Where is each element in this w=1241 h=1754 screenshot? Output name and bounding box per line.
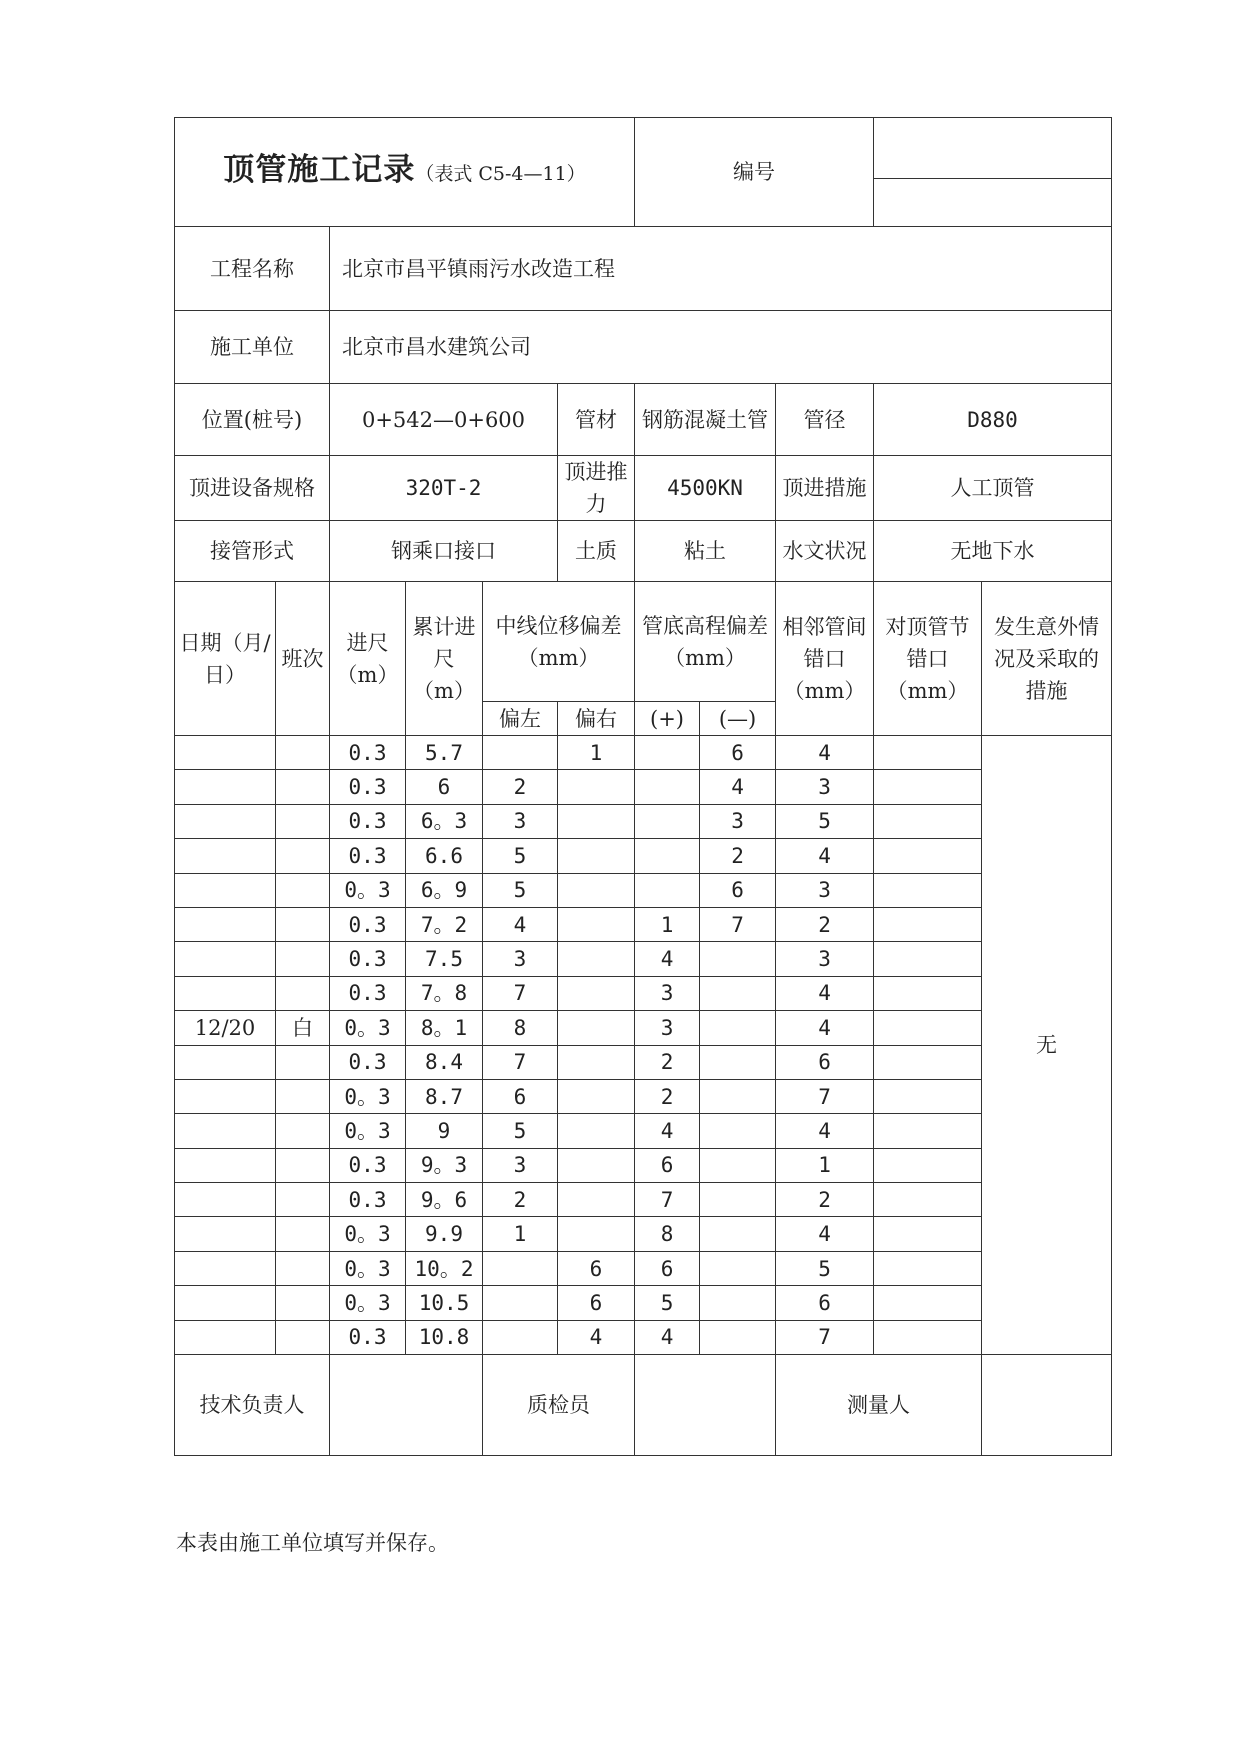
hydro-value[interactable]: 无地下水 [874,521,1112,582]
shift-cell[interactable] [276,942,330,976]
centerline-left-cell[interactable] [483,1286,558,1320]
shift-cell[interactable] [276,736,330,770]
soil-value[interactable]: 粘土 [635,521,776,582]
elevation-plus-cell[interactable]: 6 [635,1251,700,1285]
project-name-label: 工程名称 [175,227,330,311]
shift-cell[interactable] [276,839,330,873]
centerline-left-cell[interactable]: 5 [483,873,558,907]
elevation-minus-cell[interactable] [700,1079,776,1113]
elevation-plus-cell[interactable]: 6 [635,1148,700,1182]
advance-cell[interactable]: 0.3 [330,839,406,873]
table-row [175,1011,1112,1045]
date-cell[interactable] [175,976,276,1010]
joint-gap-cell[interactable] [874,976,982,1010]
thrust-label: 顶进推力 [558,456,635,521]
shift-cell[interactable] [276,804,330,838]
centerline-right-cell[interactable]: 6 [558,1251,635,1285]
advance-cell[interactable]: 0.3 [330,942,406,976]
project-name-value[interactable]: 北京市昌平镇雨污水改造工程 [330,227,1112,311]
position-label: 位置(桩号) [175,384,330,456]
construction-unit-label: 施工单位 [175,311,330,384]
centerline-left-cell[interactable]: 3 [483,942,558,976]
date-cell[interactable] [175,907,276,941]
elevation-minus-cell[interactable]: 6 [700,873,776,907]
joint-label: 接管形式 [175,521,330,582]
joint-gap-cell[interactable] [874,804,982,838]
shift-cell[interactable] [276,873,330,907]
shift-cell[interactable] [276,1148,330,1182]
elevation-plus-cell[interactable]: 5 [635,1286,700,1320]
elevation-plus-cell[interactable]: 1 [635,907,700,941]
date-cell[interactable] [175,1045,276,1079]
elevation-plus-cell[interactable]: 8 [635,1217,700,1251]
cumulative-cell[interactable]: 10.5 [406,1286,483,1320]
joint-gap-cell[interactable] [874,942,982,976]
date-cell[interactable] [175,1320,276,1354]
joint-gap-cell[interactable] [874,1114,982,1148]
advance-cell[interactable]: 0.3 [330,1183,406,1217]
centerline-right-cell[interactable]: 1 [558,736,635,770]
date-cell[interactable] [175,839,276,873]
elevation-plus-cell[interactable]: 4 [635,1114,700,1148]
qc-inspector-label: 质检员 [483,1355,635,1456]
cumulative-cell[interactable]: 6.6 [406,839,483,873]
material-value[interactable]: 钢筋混凝土管 [635,384,776,456]
number-value-2[interactable] [874,179,1112,227]
centerline-right-cell[interactable] [558,976,635,1010]
advance-cell[interactable]: 0.3 [330,1148,406,1182]
date-cell[interactable] [175,1251,276,1285]
tech-lead-signature[interactable] [330,1355,483,1456]
adjacent-offset-cell[interactable]: 3 [776,770,874,804]
shift-cell[interactable] [276,1079,330,1113]
table-row [175,942,1112,976]
equipment-value[interactable]: 320T-2 [330,456,558,521]
elevation-minus-cell[interactable]: 7 [700,907,776,941]
hydro-label: 水文状况 [776,521,874,582]
date-cell[interactable] [175,736,276,770]
elevation-minus-cell[interactable] [700,1251,776,1285]
shift-cell[interactable] [276,1045,330,1079]
table-row [175,1251,1112,1285]
table-row [175,976,1112,1010]
data-rows [175,736,1112,1355]
table-row [175,736,1112,770]
shift-cell[interactable] [276,1217,330,1251]
cumulative-cell[interactable]: 7.5 [406,942,483,976]
col-elevation-header: 管底高程偏差（mm） [635,582,776,702]
elevation-plus-cell[interactable] [635,873,700,907]
table-row [175,1286,1112,1320]
centerline-left-cell[interactable]: 3 [483,804,558,838]
col-incidents-header: 发生意外情况及采取的措施 [982,582,1112,736]
centerline-right-cell[interactable] [558,839,635,873]
elevation-minus-cell[interactable] [700,1011,776,1045]
adjacent-offset-cell[interactable]: 6 [776,1286,874,1320]
col-date-header: 日期（月/日） [175,582,276,736]
centerline-left-cell[interactable] [483,1251,558,1285]
form-code: （表式 C5-4—11） [415,163,586,185]
date-cell[interactable] [175,1217,276,1251]
table-row [175,907,1112,941]
centerline-right-cell[interactable] [558,1079,635,1113]
col-centerline-header: 中线位移偏差（mm） [483,582,635,702]
centerline-right-cell[interactable] [558,1183,635,1217]
diameter-label: 管径 [776,384,874,456]
date-cell[interactable] [175,1183,276,1217]
joint-gap-cell[interactable] [874,1320,982,1354]
adjacent-offset-cell[interactable]: 3 [776,942,874,976]
date-cell[interactable] [175,804,276,838]
elevation-plus-cell[interactable]: 7 [635,1183,700,1217]
col-left-header: 偏左 [483,702,558,736]
table-row [175,873,1112,907]
adjacent-offset-cell[interactable]: 2 [776,907,874,941]
elevation-plus-cell[interactable] [635,804,700,838]
advance-cell[interactable]: 0。3 [330,1011,406,1045]
tech-lead-label: 技术负责人 [175,1355,330,1456]
cumulative-cell[interactable]: 8。1 [406,1011,483,1045]
number-label: 编号 [635,118,874,227]
centerline-left-cell[interactable]: 5 [483,1114,558,1148]
centerline-right-cell[interactable] [558,1114,635,1148]
centerline-left-cell[interactable]: 2 [483,770,558,804]
table-row [175,1217,1112,1251]
adjacent-offset-cell[interactable]: 5 [776,1251,874,1285]
date-cell[interactable] [175,873,276,907]
centerline-left-cell[interactable]: 4 [483,907,558,941]
advance-cell[interactable]: 0。3 [330,1079,406,1113]
cumulative-cell[interactable]: 10.8 [406,1320,483,1354]
joint-gap-cell[interactable] [874,1183,982,1217]
centerline-right-cell[interactable] [558,907,635,941]
elevation-plus-cell[interactable]: 2 [635,1079,700,1113]
adjacent-offset-cell[interactable]: 3 [776,873,874,907]
advance-cell[interactable]: 0.3 [330,907,406,941]
date-cell[interactable] [175,1114,276,1148]
method-label: 顶进措施 [776,456,874,521]
construction-unit-value[interactable]: 北京市昌水建筑公司 [330,311,1112,384]
col-advance-header: 进尺（m） [330,582,406,736]
cumulative-cell[interactable]: 5.7 [406,736,483,770]
adjacent-offset-cell[interactable]: 4 [776,736,874,770]
table-row [175,770,1112,804]
date-cell[interactable] [175,1148,276,1182]
table-row [175,1045,1112,1079]
joint-gap-cell[interactable] [874,1148,982,1182]
joint-value[interactable]: 钢乘口接口 [330,521,558,582]
position-value[interactable]: 0+542—0+600 [330,384,558,456]
adjacent-offset-cell[interactable]: 4 [776,976,874,1010]
centerline-right-cell[interactable] [558,1217,635,1251]
centerline-right-cell[interactable] [558,942,635,976]
shift-cell[interactable] [276,1320,330,1354]
elevation-plus-cell[interactable]: 4 [635,942,700,976]
date-cell[interactable] [175,1079,276,1113]
incidents-cell[interactable]: 无 [982,736,1112,1355]
centerline-right-cell[interactable]: 4 [558,1320,635,1354]
elevation-minus-cell[interactable] [700,1217,776,1251]
equipment-label: 顶进设备规格 [175,456,330,521]
centerline-left-cell[interactable]: 2 [483,1183,558,1217]
col-shift-header: 班次 [276,582,330,736]
soil-label: 土质 [558,521,635,582]
col-cumulative-header: 累计进尺（m） [406,582,483,736]
centerline-right-cell[interactable] [558,804,635,838]
cumulative-cell[interactable]: 8.7 [406,1079,483,1113]
elevation-minus-cell[interactable]: 3 [700,804,776,838]
advance-cell[interactable]: 0。3 [330,1114,406,1148]
adjacent-offset-cell[interactable]: 1 [776,1148,874,1182]
centerline-left-cell[interactable]: 1 [483,1217,558,1251]
cumulative-cell[interactable]: 9.9 [406,1217,483,1251]
joint-gap-cell[interactable] [874,1079,982,1113]
elevation-minus-cell[interactable] [700,1045,776,1079]
advance-cell[interactable]: 0.3 [330,770,406,804]
shift-cell[interactable] [276,1183,330,1217]
cumulative-cell[interactable]: 7。8 [406,976,483,1010]
form-title: 顶管施工记录 [223,152,416,188]
joint-gap-cell[interactable] [874,873,982,907]
adjacent-offset-cell[interactable]: 4 [776,1217,874,1251]
qc-inspector-signature[interactable] [635,1355,776,1456]
col-plus-header: (+) [635,702,700,736]
shift-cell[interactable] [276,907,330,941]
elevation-plus-cell[interactable] [635,736,700,770]
adjacent-offset-cell[interactable]: 2 [776,1183,874,1217]
centerline-left-cell[interactable]: 3 [483,1148,558,1182]
elevation-minus-cell[interactable]: 6 [700,736,776,770]
form-title-cell [175,118,635,227]
adjacent-offset-cell[interactable]: 4 [776,839,874,873]
joint-gap-cell[interactable] [874,736,982,770]
centerline-right-cell[interactable] [558,873,635,907]
table-row [175,1079,1112,1113]
joint-gap-cell[interactable] [874,1011,982,1045]
advance-cell[interactable]: 0.3 [330,804,406,838]
joint-gap-cell[interactable] [874,1251,982,1285]
footer-note: 本表由施工单位填写并保存。 [176,1531,449,1555]
adjacent-offset-cell[interactable]: 5 [776,804,874,838]
centerline-left-cell[interactable]: 7 [483,1045,558,1079]
centerline-right-cell[interactable] [558,770,635,804]
elevation-minus-cell[interactable] [700,942,776,976]
advance-cell[interactable]: 0。3 [330,1251,406,1285]
cumulative-cell[interactable]: 8.4 [406,1045,483,1079]
centerline-left-cell[interactable]: 5 [483,839,558,873]
centerline-left-cell[interactable]: 6 [483,1079,558,1113]
advance-cell[interactable]: 0。3 [330,873,406,907]
advance-cell[interactable]: 0.3 [330,976,406,1010]
date-cell[interactable]: 12/20 [175,1011,276,1045]
table-row [175,1114,1112,1148]
cumulative-cell[interactable]: 10。2 [406,1251,483,1285]
adjacent-offset-cell[interactable]: 7 [776,1079,874,1113]
date-cell[interactable] [175,942,276,976]
shift-cell[interactable]: 白 [276,1011,330,1045]
joint-gap-cell[interactable] [874,839,982,873]
method-value[interactable]: 人工顶管 [874,456,1112,521]
table-row [175,804,1112,838]
elevation-minus-cell[interactable] [700,1114,776,1148]
joint-gap-cell[interactable] [874,1045,982,1079]
date-cell[interactable] [175,1286,276,1320]
elevation-minus-cell[interactable] [700,1286,776,1320]
centerline-right-cell[interactable]: 6 [558,1286,635,1320]
adjacent-offset-cell[interactable]: 4 [776,1011,874,1045]
elevation-plus-cell[interactable] [635,839,700,873]
thrust-value[interactable]: 4500KN [635,456,776,521]
joint-gap-cell[interactable] [874,1286,982,1320]
cumulative-cell[interactable]: 9。3 [406,1148,483,1182]
col-minus-header: (—) [700,702,776,736]
cumulative-cell[interactable]: 9 [406,1114,483,1148]
joint-gap-cell[interactable] [874,770,982,804]
elevation-plus-cell[interactable] [635,770,700,804]
centerline-left-cell[interactable] [483,1320,558,1354]
surveyor-label: 测量人 [776,1355,982,1456]
centerline-left-cell[interactable] [483,736,558,770]
surveyor-signature[interactable] [982,1355,1112,1456]
table-row [175,1320,1112,1354]
elevation-minus-cell[interactable] [700,1148,776,1182]
col-joint-gap-header: 对顶管节错口（mm） [874,582,982,736]
advance-cell[interactable]: 0.3 [330,1320,406,1354]
elevation-minus-cell[interactable] [700,976,776,1010]
centerline-right-cell[interactable] [558,1148,635,1182]
joint-gap-cell[interactable] [874,1217,982,1251]
adjacent-offset-cell[interactable]: 7 [776,1320,874,1354]
number-value-1[interactable] [874,118,1112,179]
advance-cell[interactable]: 0。3 [330,1286,406,1320]
joint-gap-cell[interactable] [874,907,982,941]
elevation-plus-cell[interactable]: 3 [635,1011,700,1045]
shift-cell[interactable] [276,1251,330,1285]
table-row [175,1183,1112,1217]
cumulative-cell[interactable]: 7。2 [406,907,483,941]
cumulative-cell[interactable]: 6 [406,770,483,804]
centerline-left-cell[interactable]: 7 [483,976,558,1010]
adjacent-offset-cell[interactable]: 4 [776,1114,874,1148]
table-row [175,1148,1112,1182]
cumulative-cell[interactable]: 6。3 [406,804,483,838]
col-right-header: 偏右 [558,702,635,736]
diameter-value[interactable]: D880 [874,384,1112,456]
date-cell[interactable] [175,770,276,804]
shift-cell[interactable] [276,976,330,1010]
elevation-minus-cell[interactable] [700,1183,776,1217]
advance-cell[interactable]: 0.3 [330,1045,406,1079]
cumulative-cell[interactable]: 9。6 [406,1183,483,1217]
shift-cell[interactable] [276,770,330,804]
advance-cell[interactable]: 0。3 [330,1217,406,1251]
shift-cell[interactable] [276,1286,330,1320]
elevation-minus-cell[interactable]: 2 [700,839,776,873]
material-label: 管材 [558,384,635,456]
elevation-minus-cell[interactable]: 4 [700,770,776,804]
elevation-minus-cell[interactable] [700,1320,776,1354]
pipe-jacking-record-table [174,117,1112,1456]
col-adjacent-header: 相邻管间错口（mm） [776,582,874,736]
adjacent-offset-cell[interactable]: 6 [776,1045,874,1079]
cumulative-cell[interactable]: 6。9 [406,873,483,907]
elevation-plus-cell[interactable]: 3 [635,976,700,1010]
elevation-plus-cell[interactable]: 4 [635,1320,700,1354]
elevation-plus-cell[interactable]: 2 [635,1045,700,1079]
shift-cell[interactable] [276,1114,330,1148]
advance-cell[interactable]: 0.3 [330,736,406,770]
table-row [175,839,1112,873]
centerline-right-cell[interactable] [558,1045,635,1079]
centerline-right-cell[interactable] [558,1011,635,1045]
centerline-left-cell[interactable]: 8 [483,1011,558,1045]
